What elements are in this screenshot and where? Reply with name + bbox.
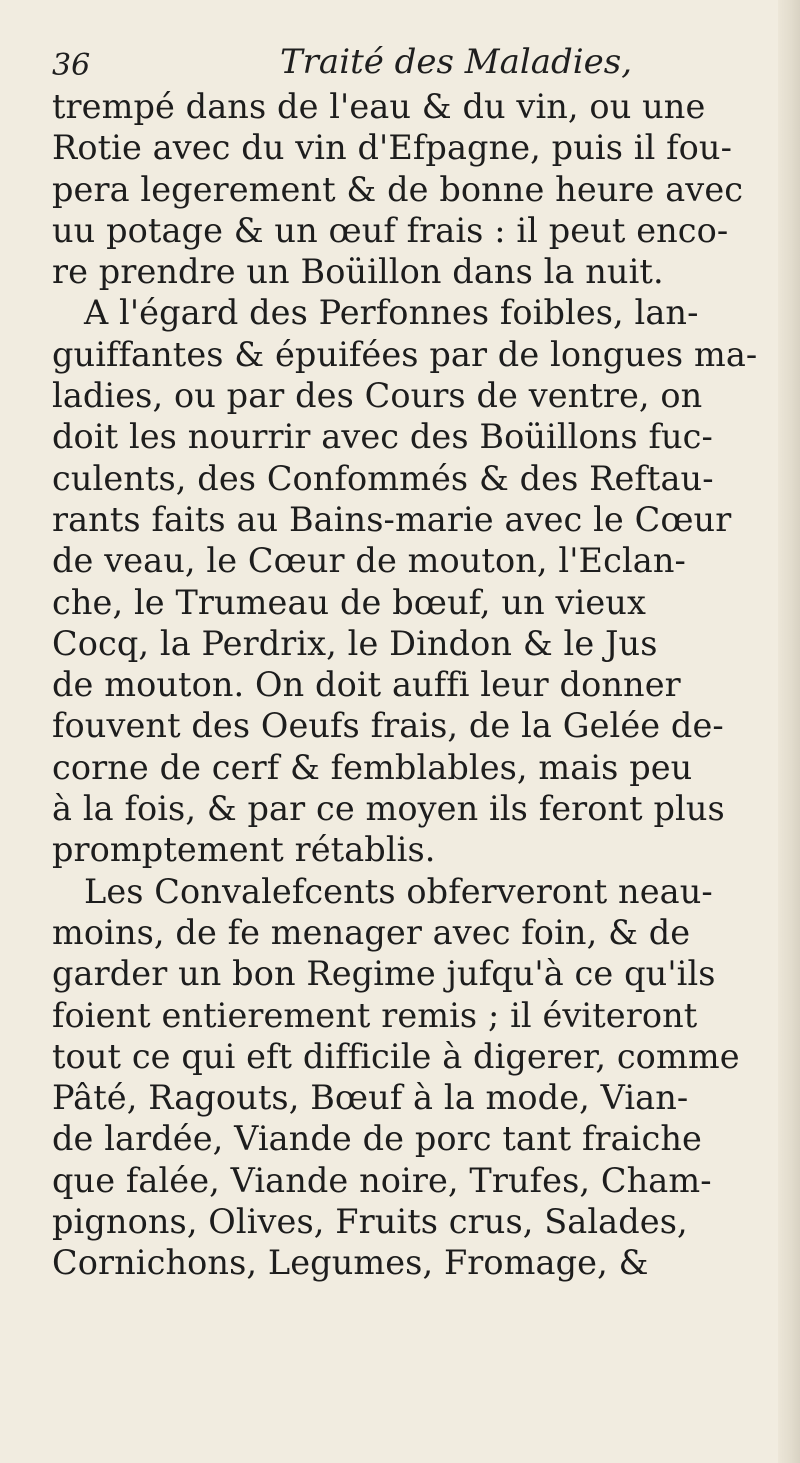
text-line: A l'égard des Perfonnes foibles, lan- [84, 293, 699, 333]
page-number: 36 [52, 48, 91, 83]
text-line: che, le Trumeau de bœuf, un vieux [52, 582, 646, 622]
text-line: uu potage & un œuf frais : il peut enco- [52, 210, 729, 250]
text-line: culents, des Confommés & des Reftau- [52, 458, 714, 498]
paragraph [52, 86, 764, 292]
paragraph [52, 871, 764, 1284]
text-line: de lardée, Viande de porc tant fraiche [52, 1119, 702, 1159]
text-line: rants faits au Bains-marie avec le Cœur [52, 499, 732, 539]
text-line: de mouton. On doit auffi leur donner [52, 665, 681, 705]
body-text [52, 86, 764, 1284]
text-line: Rotie avec du vin d'Efpagne, puis il fou- [52, 128, 732, 168]
text-line: que falée, Viande noire, Trufes, Cham- [52, 1160, 712, 1200]
text-line: Cornichons, Legumes, Fromage, & [52, 1243, 649, 1283]
text-line: garder un bon Regime jufqu'à ce qu'ils [52, 954, 716, 994]
text-line: tout ce qui eft difficile à digerer, comme [52, 1036, 740, 1076]
text-line: re prendre un Boüillon dans la nuit. [52, 252, 664, 292]
text-line: doit les nourrir avec des Boüillons fuc- [52, 417, 713, 457]
text-line: pignons, Olives, Fruits crus, Salades, [52, 1202, 688, 1242]
text-line: Les Convalefcents obferveront neau- [84, 871, 713, 911]
text-line: ladies, ou par des Cours de ventre, on [52, 376, 703, 416]
text-line: fouvent des Oeufs frais, de la Gelée de- [52, 706, 724, 746]
text-line: Pâté, Ragouts, Bœuf à la mode, Vian- [52, 1078, 689, 1118]
text-line: trempé dans de l'eau & du vin, ou une [52, 87, 706, 126]
text-line: foient entierement remis ; il éviteront [52, 995, 698, 1035]
text-line: moins, de fe menager avec foin, & de [52, 912, 691, 952]
page-header [52, 40, 633, 90]
page-edge [778, 0, 800, 1463]
text-line: à la fois, & par ce moyen ils feront plus [52, 789, 725, 829]
text-line: de veau, le Cœur de mouton, l'Eclan- [52, 541, 686, 581]
text-line: corne de cerf & femblables, mais peu [52, 747, 693, 787]
text-line: Cocq, la Perdrix, le Dindon & le Jus [52, 623, 658, 663]
text-line: pera legerement & de bonne heure avec [52, 169, 744, 209]
text-line: promptement rétablis. [52, 830, 436, 870]
running-title: Traité des Maladies, [280, 42, 633, 82]
paragraph [52, 292, 764, 870]
text-line: guiffantes & épuifées par de longues ma- [52, 334, 758, 374]
